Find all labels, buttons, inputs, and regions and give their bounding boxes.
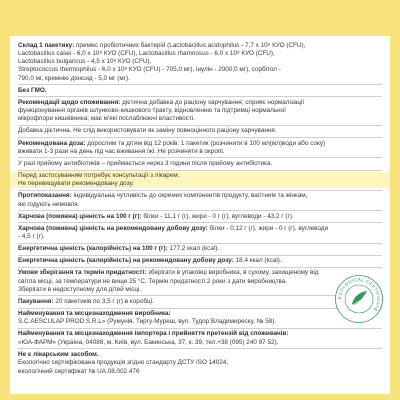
divider	[18, 137, 382, 138]
consult-line-1: Перед застосуванням потребує консультації з лікарем.	[18, 172, 180, 180]
manufacturer-text: S.C.AESCULAP PROD S.R.L» (Румунія, Тиргу-Муреш, вул. Тудор Владимиреску, № 58).	[18, 318, 277, 326]
divider	[18, 170, 382, 171]
divider	[18, 210, 382, 211]
storage-line-2: світла місці, за температури не вище 25 °С. Термін придатності 2 роки з дати виробництва.	[18, 277, 288, 285]
eco-cert-line-2: екологічний сертифікат № UA.08.002.476	[18, 367, 140, 375]
contraindications-line-1: Протипоказання: індивідуальна чутливість до окремих компонентів продукту, вагітним та жінкам,	[18, 192, 308, 200]
packaging-label: Пакування:	[18, 297, 54, 305]
divider	[18, 308, 382, 309]
recommendations-line-1: Рекомендації щодо споживання: дієтична добавка до раціону харчування; сприяє нормалізації	[18, 98, 305, 106]
composition-label: Склад 1 пакетику:	[18, 42, 75, 49]
divider	[18, 267, 382, 268]
composition-line-5: 790,0 мг, кремнію діоксид - 5,0 мг (мг).	[18, 74, 130, 82]
divider	[18, 295, 382, 296]
energy-100g: Енергетична цінність (калорійність) на 100 г (г): 177,2 ккал (kcal).	[18, 245, 220, 253]
divider	[18, 222, 382, 223]
supplement-warning: Добавка дієтична. Не слід використовувати як заміну повноцінного раціону харчування.	[18, 127, 277, 135]
recommendations-label: Рекомендації щодо споживання:	[18, 98, 121, 106]
dose-line-1: Рекомендована доза: дорослим та дітям від 12 років: 1 пакетик (розчинити в 100 мл(мл)води або соку)	[18, 139, 326, 147]
dose-line-3: У разі прийому антибіотиків – приймається через 3 години після прийому антибіотика.	[18, 159, 273, 167]
divider	[18, 157, 382, 158]
divider	[18, 243, 382, 244]
importer-label: Найменування та місцезнаходження імпортера і прийняття претензій від споживачів:	[18, 330, 289, 338]
contraindications-label: Протипоказання:	[18, 192, 72, 200]
packaging-text: Пакування: 20 пакетиків по 3,5 г (г) в коробці.	[18, 297, 154, 305]
energy-dose: Енергетична цінність (калорійність) на рекомендовану добову дозу: 18,4 ккал (kcal).	[18, 257, 282, 265]
divider	[18, 348, 382, 349]
divider	[18, 125, 382, 126]
eco-cert-line-1: Екологічно сертифікована продукція згідно стандарту ДСТУ ISO 14024,	[18, 359, 229, 367]
storage-label: Умови зберігання та термін придатності:	[18, 269, 147, 277]
label-panel	[10, 36, 390, 394]
divider	[18, 84, 382, 85]
composition-line-3: Lactobacillus bulgaricus - 4,5 х 10⁸ КУО (CFU),	[18, 58, 152, 66]
dose-label: Рекомендована доза:	[18, 139, 86, 147]
importer-text: «ЮА-ФАРМ» (Україна, 04086, м. Київ, вул. Бакинська, 37, к. 39, тел.+38 (095) 240 97 52).	[18, 338, 279, 346]
composition-line-4: Streptococcus thermophilus - 6,0 х 10⁸ КУО (CFU) - 705,0 мг), інулін - 2000,0 мг), сорбітол -	[18, 66, 281, 74]
contraindications-line-2: які годують немовля.	[18, 200, 80, 208]
consult-highlight	[10, 172, 390, 188]
dose-line-2: вживати 1-3 рази на день під час вживання їжі. Не розчиняти в окропі.	[18, 147, 225, 155]
composition-line-1: Склад 1 пакетику: премікс пробіотичних бактерій (Lactobacillus acidophilus - 7,7 х 10⁸ КУО (CFU),	[18, 42, 306, 49]
divider	[18, 328, 382, 329]
composition-line-2: Lactobacillus casei - 6,0 х 10⁸ КУО (CFU), Lactobacillus rhamnosus - 6,0 х 10⁸ КУО (CFU),	[18, 50, 275, 58]
storage-line-1: Умови зберігання та термін придатності: зберігати в упаковці виробника, в сухому, захищеному від	[18, 269, 319, 277]
eco-certificate-seal-icon	[334, 274, 384, 324]
storage-line-3: Зберігати в недоступному для дітей місці.	[18, 285, 142, 293]
nutrition-dose: Харчова (поживна) цінність на рекомендовану добову дозу: білки - 0,12 г (г), жири - 0 г (г), вуглеводи	[18, 224, 329, 232]
consult-line-2: Не перевищувати рекомендовану дозу.	[18, 180, 134, 188]
seal-ring-text: ECOLOGICAL CERTIFICATE	[336, 276, 382, 313]
recommendations-line-2: функціонування органів шлунково-кишкового тракту, відновленню та підтримці нормальної	[18, 107, 286, 115]
nutrition-dose-cont: - 4,5 г (г).	[18, 232, 45, 240]
gmo-text: Без ГМО.	[18, 86, 47, 94]
divider	[18, 190, 382, 191]
recommendations-line-3: мікрофлори кишківника; має м'які послаблюючі властивості.	[18, 115, 196, 123]
nutrition-100g: Харчова (поживна) цінність на 100 г (г): білки - 11,1 г (г), жири - 0 г (г), вуглеводи - 43,2 г (г).	[18, 212, 294, 220]
divider	[18, 96, 382, 97]
not-a-drug: Не є лікарським засобом.	[18, 350, 99, 358]
divider	[18, 255, 382, 256]
manufacturer-label: Найменування та місцезнаходження виробника:	[18, 310, 171, 318]
